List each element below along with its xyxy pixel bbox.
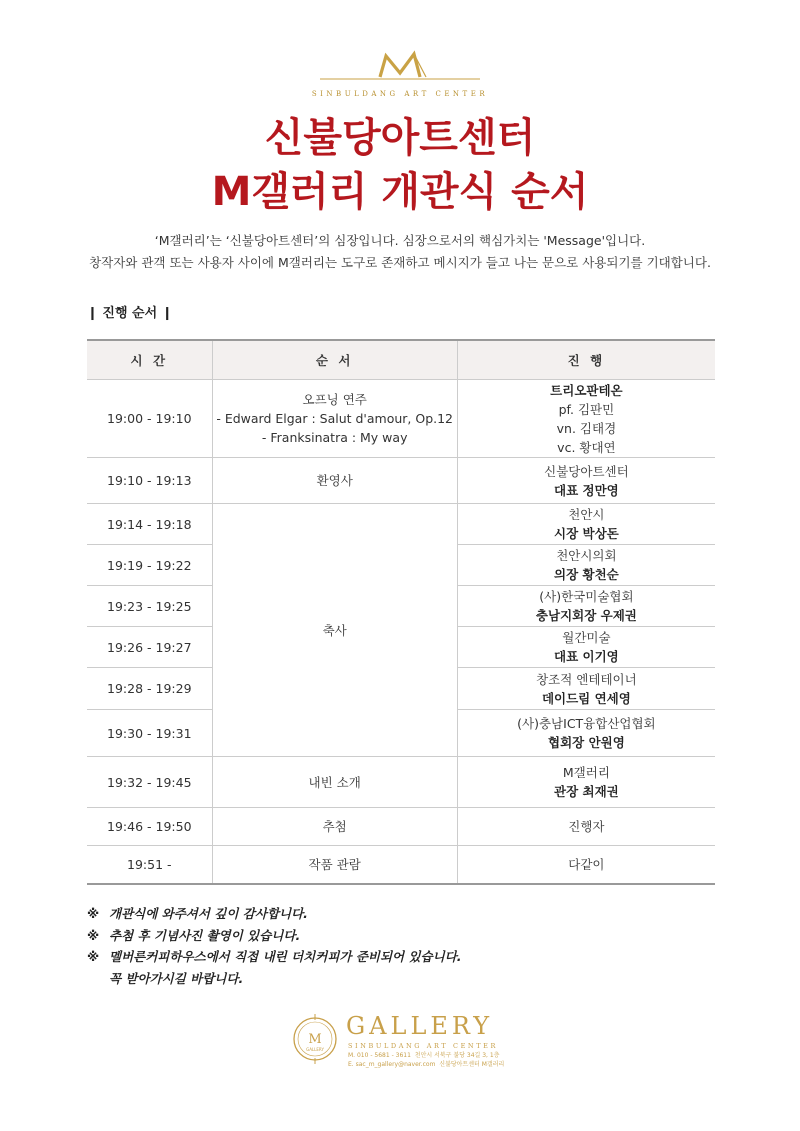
host-org: 신불당아트센터 [544, 463, 629, 479]
header-time: 시 간 [87, 340, 212, 380]
gallery-name: GALLERY [346, 1012, 494, 1040]
time-cell: 19:26 - 19:27 [87, 627, 212, 668]
seal-text: GALLERY [306, 1047, 324, 1052]
host-org: 천안시의회 [556, 548, 617, 563]
note-text: 멜버른커피하우스에서 직접 내린 더치커피가 준비되어 있습니다. [109, 949, 462, 964]
host-name: 시장 박상돈 [554, 526, 619, 541]
host-name: 대표 정만영 [554, 482, 619, 498]
time-cell: 19:46 - 19:50 [87, 808, 212, 846]
note-mark: ※ [87, 906, 100, 921]
time-cell: 19:19 - 19:22 [87, 545, 212, 586]
page-subtitle: M갤러리 개관식 순서 [211, 169, 589, 215]
program-cell [212, 380, 457, 458]
footer-logo [290, 1010, 530, 1072]
note-item [87, 946, 462, 968]
gallery-seal-icon [290, 1014, 340, 1064]
program-line: - Franksinatra : My way [261, 430, 408, 445]
host-org: (사)충남ICT융합산업협회 [517, 716, 656, 731]
host-org: 창조적 엔테테이너 [536, 671, 637, 687]
gallery-contact [348, 1051, 504, 1069]
program-cell: 내빈 소개 [212, 757, 457, 808]
intro-line-1: ‘M갤러리’는 ‘신불당아트센터’의 심장입니다. 심장으로서의 핵심가치는 'Message'입니다. [154, 233, 646, 248]
program-line: - Edward Elgar : Salut d'amour, Op.12 [216, 411, 454, 426]
host-cell: 다같이 [457, 846, 715, 884]
host-cell [457, 380, 715, 458]
time-cell: 19:10 - 19:13 [87, 458, 212, 504]
time-cell: 19:32 - 19:45 [87, 757, 212, 808]
note-mark: ※ [87, 927, 100, 943]
table-row [87, 808, 715, 846]
gallery-address: 천안시 서북구 불당 34길 3, 1층 [414, 1052, 500, 1059]
host-name: 대표 이기영 [554, 649, 619, 664]
program-cell: 축사 [212, 504, 457, 757]
header-logo [0, 46, 800, 98]
m-logo-icon [310, 46, 490, 88]
host-name: 협회장 안원영 [548, 735, 625, 750]
host-cell [457, 627, 715, 668]
host-org: M갤러리 [562, 765, 610, 780]
program-cell: 작품 관람 [212, 846, 457, 884]
logo-brand-text: SINBULDANG ART CENTER [311, 90, 489, 98]
note-item [87, 903, 462, 925]
host-cell [457, 710, 715, 757]
page-title: 신불당아트센터 [264, 115, 536, 161]
table-row [87, 380, 715, 458]
host-line: vn. 김태경 [556, 420, 617, 436]
host-cell [457, 586, 715, 627]
host-line: pf. 김판민 [558, 401, 615, 417]
gallery-tagline: 신불당아트센터 M갤러리 [439, 1061, 505, 1068]
host-cell [457, 757, 715, 808]
host-org: (사)한국미술협회 [539, 589, 634, 604]
notes [87, 903, 462, 989]
host-cell [457, 668, 715, 710]
gallery-subtitle: SINBULDANG ART CENTER [348, 1042, 498, 1050]
host-name: 충남지회장 우제권 [535, 608, 637, 623]
note-item [87, 925, 462, 947]
table-row [87, 846, 715, 884]
note-text: 개관식에 와주셔서 깊이 감사합니다. [109, 906, 308, 921]
gallery-email: E. sac_m_gallery@naver.com [348, 1061, 436, 1068]
host-cell: 진행자 [457, 808, 715, 846]
table-row [87, 504, 715, 545]
host-line: vc. 황대연 [557, 439, 616, 455]
host-cell [457, 545, 715, 586]
gallery-phone: M. 010 - 5681 - 3611 [348, 1052, 411, 1059]
program-cell: 추첨 [212, 808, 457, 846]
host-cell [457, 458, 715, 504]
time-cell: 19:23 - 19:25 [87, 586, 212, 627]
host-name: 데이드림 연세영 [541, 690, 631, 706]
section-label: ❙ 진행 순서 ❙ [87, 306, 173, 321]
header-program: 순 서 [212, 340, 457, 380]
host-name: 관장 최재권 [554, 784, 619, 799]
intro-line-2: 창작자와 관객 또는 사용자 사이에 M갤러리는 도구로 존재하고 메시지가 들고 나는 문으로 사용되기를 기대합니다. [89, 255, 711, 270]
host-org: 천안시 [568, 507, 605, 522]
host-cell [457, 504, 715, 545]
time-cell: 19:51 - [87, 846, 212, 884]
table-row [87, 458, 715, 504]
intro-text [0, 230, 800, 274]
host-name: 의장 황천순 [554, 567, 619, 582]
seal-letter: M [308, 1032, 322, 1047]
schedule-table [87, 339, 715, 885]
time-cell: 19:30 - 19:31 [87, 710, 212, 757]
note-continuation: 꼭 받아가시길 바랍니다. [109, 970, 244, 986]
header-host: 진 행 [457, 340, 715, 380]
program-cell: 환영사 [212, 458, 457, 504]
table-row [87, 757, 715, 808]
time-cell: 19:00 - 19:10 [87, 380, 212, 458]
program-line: 오프닝 연주 [302, 392, 367, 407]
table-header-row [87, 340, 715, 380]
host-name: 트리오판테온 [550, 382, 623, 398]
host-org: 월간미술 [562, 630, 611, 645]
note-text: 추첨 후 기념사진 촬영이 있습니다. [109, 927, 301, 943]
time-cell: 19:28 - 19:29 [87, 668, 212, 710]
note-mark: ※ [87, 949, 100, 964]
time-cell: 19:14 - 19:18 [87, 504, 212, 545]
